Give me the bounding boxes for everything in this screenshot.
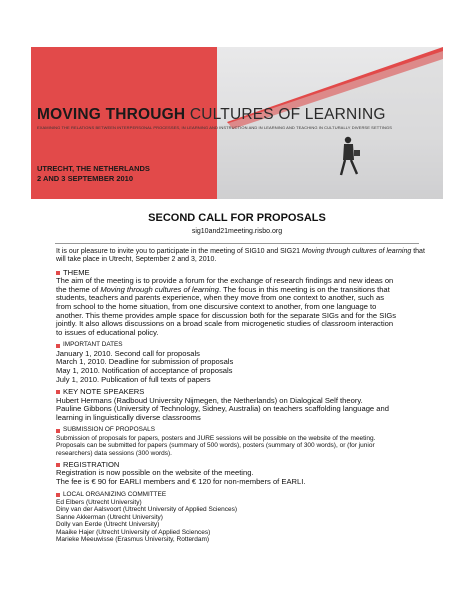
- section-heading: KEY NOTE SPEAKERS: [63, 387, 145, 397]
- bullet-square-icon: [56, 463, 60, 467]
- theme-text: The aim of the meeting is to provide a forum for the exchange of research findings and new ideas on the theme of Moving through cultures of learning. The focus in this meeting is on the transitions that students, teachers and parents experience, when they move from one context to another, such as from school to the home situation, from one discursive context to another, from one language to another. This theme provides ample space for discussion both for the separate SIGs and for the SIGs jointly. It also allows discussions on a broad scale from microgenetic studies of classroom interaction to issues of educational policy.: [56, 276, 397, 337]
- committee-list: [56, 499, 426, 543]
- banner-location: [37, 164, 150, 184]
- bullet-square-icon: [56, 493, 60, 497]
- list-item: March 1, 2010. Deadline for submission of proposals: [56, 357, 234, 367]
- dates-list: [56, 350, 426, 384]
- section-registration: [56, 461, 426, 487]
- section-heading: REGISTRATION: [63, 459, 120, 469]
- section-heading: IMPORTANT DATES: [63, 341, 123, 349]
- document-body: [56, 248, 426, 543]
- list-item: Sanne Akkerman (Utrecht University): [56, 513, 163, 521]
- website-url[interactable]: sig10and21meeting.risbo.org: [191, 228, 283, 235]
- banner-dates: 2 AND 3 SEPTEMBER 2010: [37, 174, 134, 183]
- bullet-square-icon: [56, 344, 60, 348]
- bullet-square-icon: [56, 271, 60, 275]
- divider: [55, 243, 419, 244]
- section-committee: [56, 491, 426, 544]
- section-submission: [56, 426, 426, 457]
- bullet-square-icon: [56, 429, 60, 433]
- section-heading: SUBMISSION OF PROPOSALS: [63, 426, 155, 434]
- list-item: Maaike Hajer (Utrecht University of Applied Sciences): [56, 528, 211, 536]
- bullet-square-icon: [56, 390, 60, 394]
- banner-title: [37, 106, 386, 124]
- list-item: Ed Elbers (Utrecht University): [56, 498, 142, 506]
- list-item: Dolly van Eerde (Utrecht University): [56, 521, 160, 529]
- section-theme: [56, 269, 426, 338]
- page-title: SECOND CALL FOR PROPOSALS: [148, 212, 326, 224]
- section-heading: THEME: [63, 267, 90, 277]
- registration-text: Registration is now possible on the website of the meeting. The fee is € 90 for EARLI members and € 120 for non-members of EARLI.: [56, 468, 306, 486]
- banner-subtitle: EXAMINING THE RELATIONS BETWEEN INTERPERSONAL PROCESSES, IN LEARNING AND INSTRUCTION AND IN LEARNING AND TEACHING IN CULTURALLY DIVERSE SETTINGS: [37, 125, 392, 130]
- banner-title-part1: MOVING THROUGH: [37, 106, 186, 123]
- banner-title-part2: CULTURES OF LEARNING: [189, 106, 386, 123]
- section-keynote-speakers: [56, 388, 426, 422]
- section-important-dates: [56, 341, 426, 384]
- list-item: Diny van der Aalsvoort (Utrecht University of Applied Sciences): [56, 506, 237, 514]
- list-item: July 1, 2010. Publication of full texts of papers: [56, 374, 211, 384]
- list-item: Marieke Meeuwisse (Erasmus University, Rotterdam): [56, 536, 210, 543]
- list-item: May 1, 2010. Notification of acceptance of proposals: [56, 365, 233, 375]
- intro-paragraph: It is our pleasure to invite you to participate in the meeting of SIG10 and SIG21 Moving through cultures of learning that will take place in Utrecht, September 2 and 3, 2010.: [56, 248, 425, 264]
- header-banner: [31, 47, 443, 199]
- speakers-text: Hubert Hermans (Radboud University Nijmegen, the Netherlands) on Dialogical Self theory. Pauline Gibbons (University of Technology, Sidney, Australia) on teachers scaffolding language and learning in linguistically diverse classrooms: [56, 395, 389, 422]
- submission-text: Submission of proposals for papers, posters and JURE sessions will be possible on the website of the meeting. Proposals can be submitted for papers (summary of 500 words), posters (summary of 300 words), or (for junior researchers) data sessions (300 words).: [56, 434, 376, 457]
- banner-place: UTRECHT, THE NETHERLANDS: [37, 164, 150, 173]
- section-heading: LOCAL ORGANIZING COMMITTEE: [63, 490, 167, 498]
- list-item: January 1, 2010. Second call for proposals: [56, 348, 200, 358]
